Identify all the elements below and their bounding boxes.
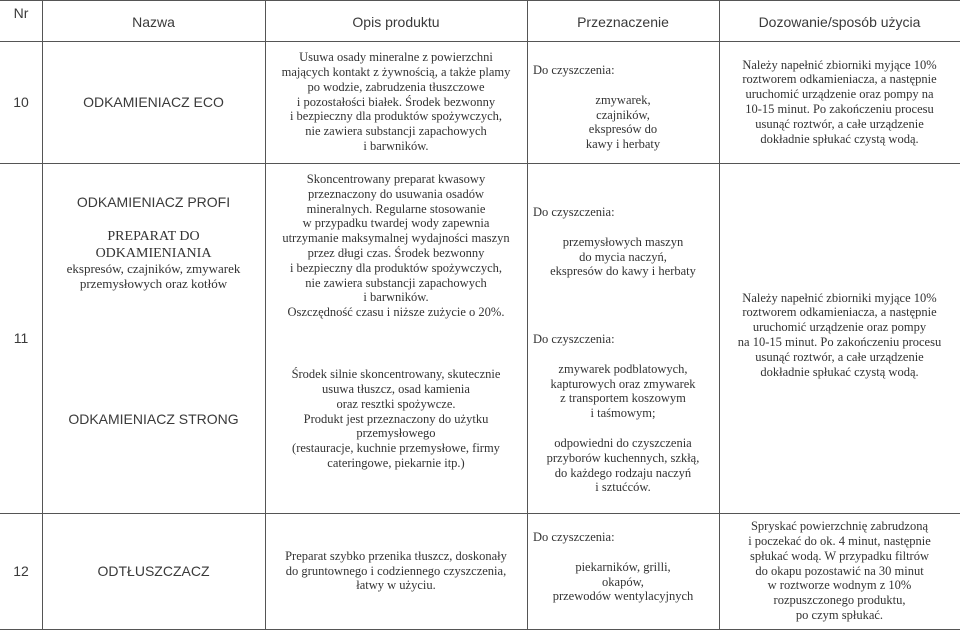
row-number: 11 [13,329,29,346]
header-nazwa: Nazwa [132,13,175,30]
product-name: ODTŁUSZCZACZ [97,562,210,579]
product-purpose [527,332,719,512]
product-subtitle-heading: PREPARAT DO ODKAMIENIANIA [95,229,212,261]
row-number: 12 [13,562,29,579]
purpose-text: przemysłowych maszyn do mycia naczyń, ekspresów do kawy i herbaty [550,234,696,279]
purpose-text: zmywarek, czajników, ekspresów do kawy i herbaty [585,92,661,152]
purpose-label: Do czyszczenia: [533,530,615,544]
row-number: 10 [13,93,29,110]
product-description: Środek silnie skoncentrowany, skutecznie usuwa tłuszcz, osad kamienia oraz resztki spożywcze. Produkt jest przeznaczony do użytku przemysłowego (restauracje, kuchnie przemysłowe, firmy cateringowe, piekarnie itp.) [291,367,501,470]
product-purpose [527,513,719,629]
product-purpose [527,41,719,163]
purpose-text: zmywarek podblatowych, kapturowych oraz zmywarek z transportem koszowym i taśmowym; [550,361,696,421]
purpose-label: Do czyszczenia: [533,205,615,219]
product-description: Preparat szybko przenika tłuszcz, doskonały do gruntownego i codziennego czyszczenia, łatwy w użyciu. [285,548,507,593]
product-description: Usuwa osady mineralne z powierzchni mających kontakt z żywnością, a także plamy po wodzie, zabrudzenia tłuszczowe i pozostałości białek. Środek bezwonny i bezpieczny dla produktów spożywczych, nie zawiera substancji zapachowych i barwników. [281,50,511,153]
purpose-text-extra: odpowiedni do czyszczenia przyborów kuchennych, szkłą, do każdego rodzaju naczyń i sztućców. [546,435,700,495]
product-name: ODKAMIENIACZ PROFI [76,193,231,210]
product-subtitle-text: ekspresów, czajników, zmywarek przemysłowych oraz kotłów [66,261,241,291]
header-nr: Nr [13,5,29,21]
product-name: ODKAMIENIACZ STRONG [68,410,239,427]
product-subtitle [42,228,265,292]
header-dozowanie: Dozowanie/sposób użycia [758,13,921,30]
header-przeznaczenie: Przeznaczenie [577,13,669,30]
product-description: Skoncentrowany preparat kwasowy przeznaczony do usuwania osadów mineralnych. Regularne stosowanie w przypadku twardej wody zapewnia utrzymanie maksymalnej wydajności maszyn przez długi czas. Środek bezwonny i bezpieczny dla produktów spożywczych, nie zawiera substancji zapachowych i barwników. Oszczędność czasu i niższe zużycie o 20%. [282,172,510,320]
product-dosage: Należy napełnić zbiorniki myjące 10% roztworem odkamieniacza, a następnie uruchomić urządzenie oraz pompy na 10-15 minut. Po zakończeniu procesu usunąć roztwór, a całe urządzenie dokładnie spłukać czystą wodą. [737,290,942,379]
product-dosage: Spryskać powierzchnię zabrudzoną i poczekać do ok. 4 minut, następnie spłukać wodą. W przypadku filtrów do okapu pozostawić na 30 minut w roztworze wodnym z 10% rozpuszczonego produktu, po czym spłukać. [748,519,931,622]
product-dosage: Należy napełnić zbiorniki myjące 10% roztworem odkamieniacza, a następnie uruchomić urządzenie oraz pompy na 10-15 minut. Po zakończeniu procesu usunąć roztwór, a całe urządzenie dokładnie spłukać czystą wodą. [742,57,937,146]
header-opis: Opis produktu [352,13,440,30]
product-purpose [527,205,719,285]
product-name: ODKAMIENIACZ ECO [83,93,224,110]
row-divider [0,163,960,164]
purpose-text: piekarników, grilli, okapów, przewodów wentylacyjnych [552,559,694,604]
purpose-label: Do czyszczenia: [533,63,615,77]
purpose-label: Do czyszczenia: [533,332,615,346]
